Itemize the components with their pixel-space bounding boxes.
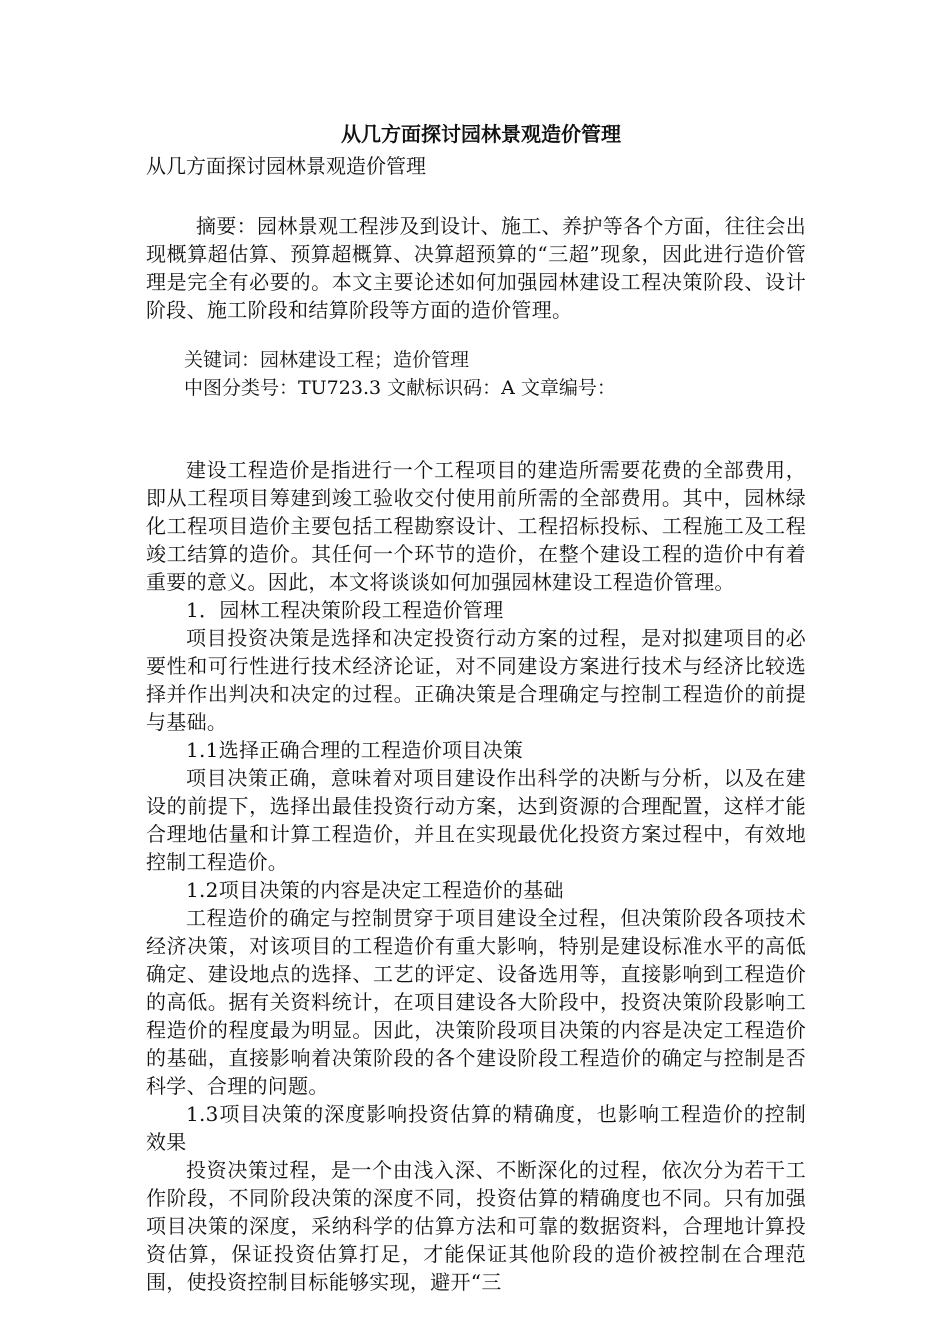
keywords-line: 关键词：园林建设工程；造价管理 (184, 349, 470, 371)
document-title: 从几方面探讨园林景观造价管理 (341, 122, 621, 146)
section-heading-1-3: 1.3项目决策的深度影响投资估算的精确度，也影响工程造价的控制效果 (146, 1102, 806, 1154)
document-page (146, 118, 806, 1296)
section-heading-1: 1．园林工程决策阶段工程造价管理 (186, 598, 504, 622)
body-paragraph: 项目决策正确，意味着对项目建设作出科学的决断与分析，以及在建设的前提下，选择出最佳投资行动方案，达到资源的合理配置，这样才能合理地估量和计算工程造价，并且在实现最优化投资方案过程中，有效地控制工程造价。 (146, 766, 806, 874)
document-subtitle: 从几方面探讨园林景观造价管理 (146, 154, 426, 178)
section-heading-1-2: 1.2项目决策的内容是决定工程造价的基础 (186, 878, 564, 902)
spacer (146, 324, 806, 346)
body-paragraph: 投资决策过程，是一个由浅入深、不断深化的过程，依次分为若干工作阶段，不同阶段决策的深度不同，投资估算的精确度也不同。只有加强项目决策的深度，采纳科学的估算方法和可靠的数据资料，合理地计算投资估算，保证投资估算打足，才能保证其他阶段的造价被控制在合理范围，使投资控制目标能够实现，避开“三 (146, 1158, 806, 1294)
body-paragraph-intro: 建设工程造价是指进行一个工程项目的建造所需要花费的全部费用，即从工程项目筹建到竣工验收交付使用前所需的全部费用。其中，园林绿化工程项目造价主要包括工程勘察设计、工程招标投标、工程施工及工程竣工结算的造价。其任何一个环节的造价，在整个建设工程的造价中有着重要的意义。因此，本文将谈谈如何加强园林建设工程造价管理。 (146, 458, 806, 594)
body-paragraph: 工程造价的确定与控制贯穿于项目建设全过程，但决策阶段各项技术经济决策，对该项目的工程造价有重大影响，特别是建设标准水平的高低确定、建设地点的选择、工艺的评定、设备选用等，直接影响到工程造价的高低。据有关资料统计，在项目建设各大阶段中，投资决策阶段影响工程造价的程度最为明显。因此，决策阶段项目决策的内容是决定工程造价的基础，直接影响着决策阶段的各个建设阶段工程造价的确定与控制是否科学、合理的问题。 (146, 906, 806, 1098)
spacer (146, 402, 806, 456)
section-heading-1-1: 1.1选择正确合理的工程造价项目决策 (186, 738, 524, 762)
body-paragraph: 项目投资决策是选择和决定投资行动方案的过程，是对拟建项目的必要性和可行性进行技术经济论证，对不同建设方案进行技术与经济比较选择并作出判决和决定的过程。正确决策是合理确定与控制工程造价的前提与基础。 (146, 626, 806, 734)
abstract-paragraph: 摘要：园林景观工程涉及到设计、施工、养护等各个方面，往往会出现概算超估算、预算超概算、决算超预算的“三超”现象，因此进行造价管理是完全有必要的。本文主要论述如何加强园林建设工程决策阶段、设计阶段、施工阶段和结算阶段等方面的造价管理。 (146, 214, 806, 322)
classification-line: 中图分类号：TU723.3 文献标识码：A 文章编号： (184, 377, 616, 399)
